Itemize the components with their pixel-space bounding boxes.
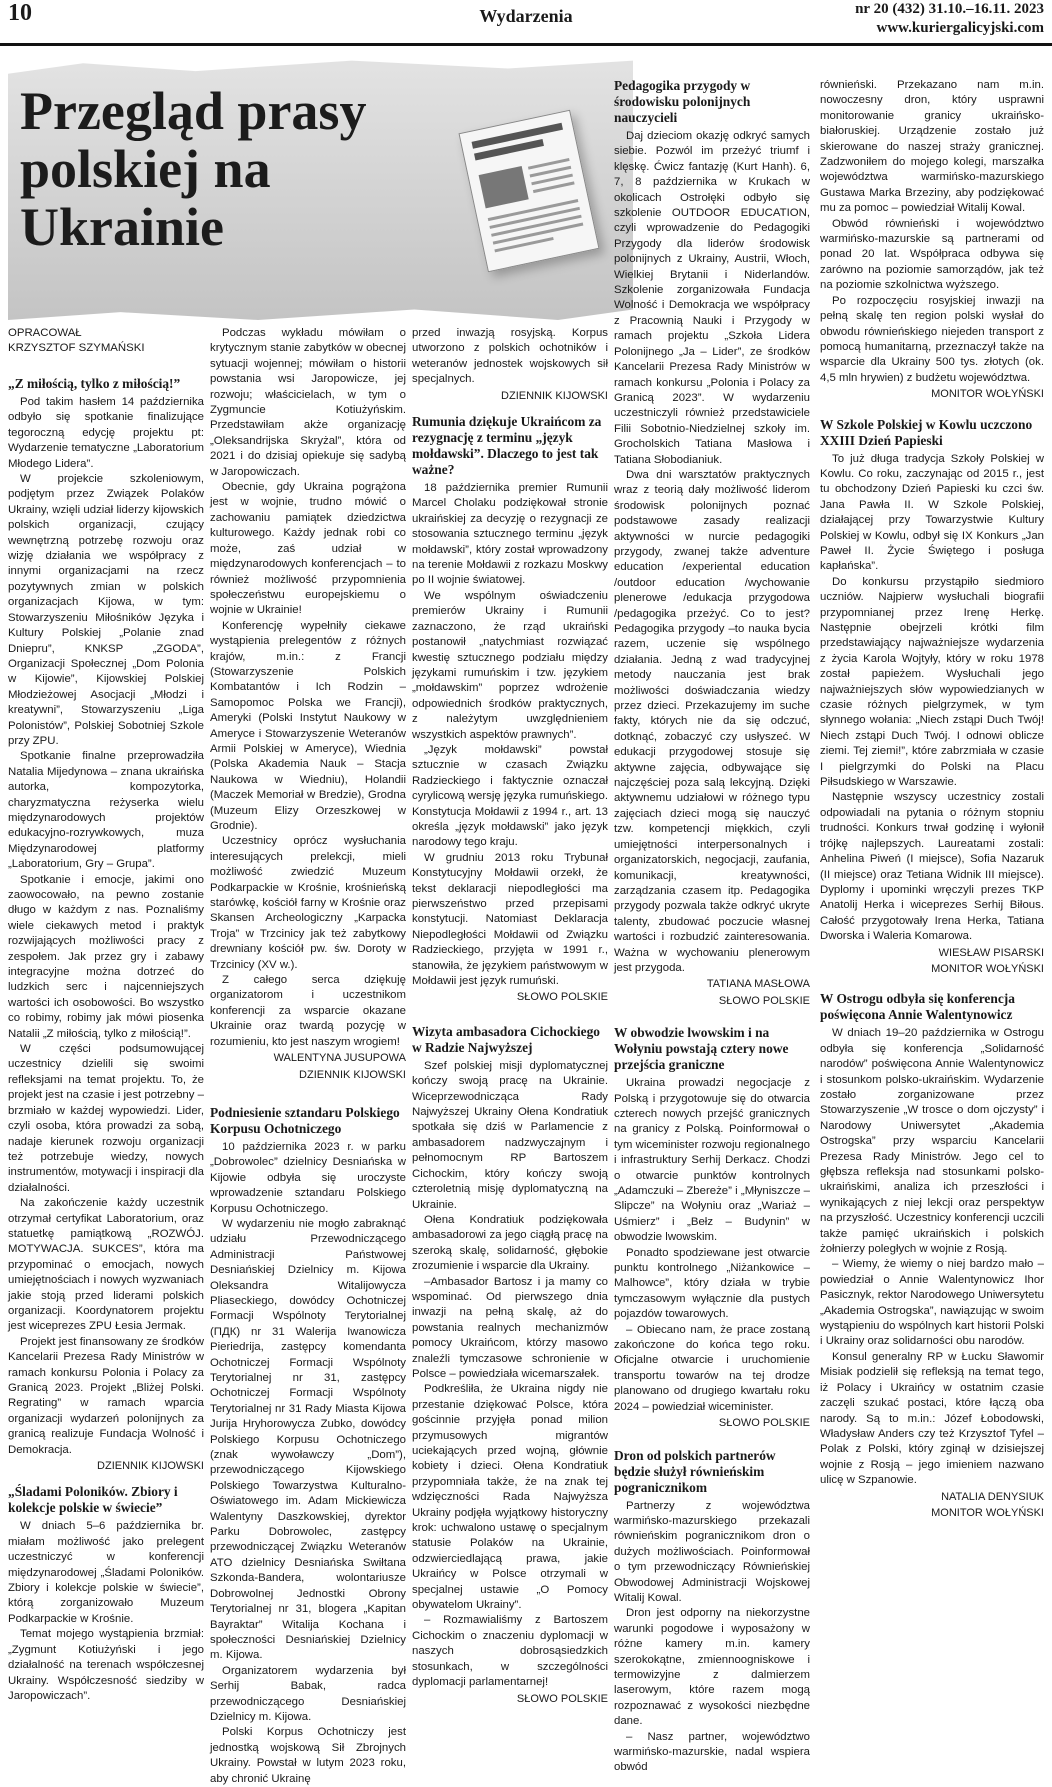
column-3	[412, 326, 608, 1707]
paragraph: równieński. Przekazano nam m.in. nowoczesny dron, który usprawni monitorowanie granicy ukraińsko-białoruskiej. Urządzenie zostało już skierowane do naszej straży granicznej. Zadzwoniłem do mojego kolegi, marszałka województwa warmińsko-mazurskiego Gustawa Marka Brzeziny, aby podziękować mu za pomoc – powiedział Witalij Kowal.	[820, 79, 1044, 215]
column-1	[8, 326, 204, 1704]
paragraph: Polski Korpus Ochotniczy jest jednostką wojskową Sił Zbrojnych Ukrainy. Powstał w lutym 2023 roku, aby chronić Ukrainę	[210, 1726, 406, 1785]
article-author: NATALIA DENYSIUK	[941, 1490, 1044, 1503]
article-author: WALENTYNA JUSUPOWA	[273, 1052, 406, 1065]
paragraph: „Język mołdawski” powstał sztucznie w czasach Związku Radzieckiego i faktycznie oznaczał cyrylicową wersję języka rumuńskiego. Konstytucja Mołdawii z 1994 r., art. 13 określa „język mołdawski” jako język narodowy tego kraju.	[412, 743, 608, 849]
paragraph: Daj dzieciom okazję odkryć samych siebie. Pozwól im przeżyć triumf i klęskę. Ćwicz fantazję (Kurt Hanh). 6, 7, 8 października w Krukach w okolicach Ostrołęki odbyło się szkolenie OUTDOOR EDUCATION, czyli wprowadzenie do Pedagogiki Przygody dla liderów środowisk polonijnych z Ukrainy, Austrii, Włoch, Wielkiej Brytanii i Niderlandów. Szkolenie zorganizowała Fundacja Wolność i Demokracja we współpracy z Pracownią Nauki i Przygody w ramach projektu „Szkoła Lidera Polonijnego „Ja – Lider”, ze środków Kancelarii Prezesa Rady Ministrów w ramach konkursu „Polonia i Polacy za Granicą 2023”. W wydarzeniu uczestniczyli również przedstawiciele Filii Sobotnio-Niedzielnej szkoły im. Grocholskich Tatiana Masłowa i Tatiana Słobodianiuk.	[614, 130, 810, 466]
column-4	[614, 78, 810, 1776]
paragraph: W dniach 19–20 października w Ostrogu odbyła się konferencja „Solidarność narodów” poświęcona Annie Walentynowicz i stosunkom polsko-ukraińskim. Wydarzenie zostało zorganizowane przez Stowarzyszenie „W trosce o dom ojczysty” i Narodowy Uniwersytet „Akademia Ostrogska” przy wsparciu Kancelarii Prezesa Rady Ministrów. Jego cel to głębsza refleksja nad stosunkami polsko-ukraińskimi, analiza ich przeszłości i wynikających z niej lekcji oraz perspektyw na przyszłość. Uczestnicy konferencji uczcili także pamięć ukraińskich i polskich żołnierzy poległych w wojnie z Rosją.	[820, 1027, 1044, 1256]
paragraph: Ponadto spodziewane jest otwarcie punktu kontrolnego „Niżankowice – Malhowce”, który działa w trybie tymczasowym wyłącznie dla pustych pojazdów towarowych.	[614, 1246, 810, 1321]
paragraph: Projekt jest finansowany ze środków Kancelarii Prezesa Rady Ministrów w ramach konkursu Polonia i Polacy za Granicą 2023. Projekt „Bliżej Polski. Regrating” w ramach wparcia organizacji wydarzeń polonijnych za granicą realizuje Fundacja Wolność i Demokracja.	[8, 1335, 204, 1456]
paragraph: W części podsumowującej uczestnicy dzielili się swoimi refleksjami na temat projektu. To, że projekt jest na czasie i jest potrzebny – brzmiało w każdej wypowiedzi. Lider, czyli osoba, która prowadzi za sobą, nadaje kierunek rozwoju organizacji też potrzebuje wiedzy, nowych instrumentów, motywacji i inspiracji dla działalności.	[8, 1043, 204, 1194]
paragraph: 10 października 2023 r. w parku „Dobrowolec” dzielnicy Desniańska w Kijowie odbyła się uroczyste wprowadzenie sztandaru Polskiego Korpusu Ochotniczego.	[210, 1140, 406, 1215]
paragraph: Podkreśliła, że Ukraina nigdy nie przestanie dziękować Polsce, która gościnnie przyjęła ponad milion przymusowych migrantów uciekających przed wojną, głównie kobiety i dzieci. Ołena Kondratiuk przypomniała także, że na znak tej wdzięczności Rada Najwyższa Ukrainy podjęła wyjątkowy historyczny krok: uchwalono ustawę o specjalnym statusie Polaków na Ukrainie, odzwierciedlającą prawa, jakie Ukraińcy w Polsce otrzymali w specjalnej ustawie „O Pomocy obywatelom Ukrainy”.	[412, 1383, 608, 1612]
byline-name: KRZYSZTOF SZYMAŃSKI	[8, 342, 145, 354]
article-headline: Pedagogika przygody w środowisku polonijnych nauczycieli	[614, 78, 751, 125]
paragraph: Szef polskiej misji dyplomatycznej kończy swoją pracę na Ukrainie. Wiceprzewodnicząca Rady Najwyższej Ukrainy Ołena Kondratiuk spotkała się dziś w Parlamencie z ambasadorem nadzwyczajnym i pełnomocnym RP Bartoszem Cichockim, który kończy swoją czteroletnią misję dyplomatyczną na Ukrainie.	[412, 1059, 608, 1211]
column-2	[210, 326, 406, 1787]
article-source: SŁOWO POLSKIE	[718, 994, 810, 1007]
paragraph: W projekcie szkoleniowym, podjętym przez Związek Polaków Ukrainy, wzięli udział liderzy kijowskich polskich organizacji, czujący wewnętrzną potrzebę rozwoju oraz wizję działania we współpracy z innymi organizacjami na rzecz pozytywnych zmian w polskich organizacjach Kijowa, w tym: Stowarzyszeniu Miłośników Języka i Kultury Polskiej „Polanie znad Dniepru”, KNKSP „ZGODA”, Organizacji Społecznej „Dom Polonia w Kijowie”, Kijowskiej Polskiej Młodzieżowej Asocjacji „Młodzi i kreatywni”, Stowarzyszeniu „Liga Polonistów”, Polskiej Sobotniej Szkole przy ZPU.	[8, 473, 204, 747]
paragraph: Partnerzy z województwa warmińsko-mazurskiego przekazali równieńskim pogranicznikom dron o dużych możliwościach. Poinformował o tym przewodniczący Równieńskiej Obwodowej Administracji Wojskowej Witalij Kowal.	[614, 1499, 810, 1604]
article-author: TATIANA MASŁOWA	[706, 978, 810, 991]
article-author: WIESŁAW PISARSKI	[938, 946, 1044, 959]
paragraph: To już długa tradycja Szkoły Polskiej w Kowlu. Co roku, zaczynając od 2015 r., jest tu obchodzony Dzień Papieski ku czci św. Jana Pawła II. W Szkole Polskiej, działającej przy Towarzystwie Kultury Polskiej w Kowlu, odbył się IX Konkurs „Jan Paweł II. Życie Świętego i posługa kapłańska”.	[820, 452, 1044, 573]
paragraph: Obecnie, gdy Ukraina pogrążona jest w wojnie, trudno mówić o zachowaniu pamiątek dziedzictwa kulturowego. Każdy jednak robi co może, zaś udział w międzynarodowych konferencjach – to również możliwość przypomnienia społeczeństwu europejskiemu o wojnie w Ukrainie!	[210, 481, 406, 617]
byline-label: OPRACOWAŁ	[8, 327, 82, 339]
paragraph: Po rozpoczęciu rosyjskiej inwazji na pełną skalę ten region polski wysłał do obwodu równieńskiego niejeden transport z pomocą humanitarną, przeznaczył także na wsparcie dla Ukrainy 500 tys. złotych (ok. 4,5 mln hrywien) z budżetu województwa.	[820, 294, 1044, 384]
paragraph: Spotkanie finalne przeprowadziła Natalia Mijedynowa – znana ukraińska autorka, kompozytorka, charyzmatyczna reżyserka wielu międzynarodowych projektów edukacyjno-rozrywkowych, muza Międzynarodowej platformy „Laboratorium, Gry – Grupa”.	[8, 750, 204, 871]
paragraph: – Rozmawialiśmy z Bartoszem Cichockim o znaczeniu dyplomacji w naszych dobrosąsiedzkich stosunkach, w szczególności dyplomacji parlamentarnej!	[412, 1614, 608, 1689]
paragraph: Konferencję wypełniły ciekawe wystąpienia prelegentów z różnych krajów, m.in.: z Francji (Stowarzyszenie Polskich Kombatantów i Ich Rodzin – Samopomoc Polska we Francji), Ameryki (Polski Instytut Naukowy w Ameryce i Stowarzyszenie Weteranów Armii Polskiej w Ameryce), Wiednia (Polska Akademia Nauk – Stacja Naukowa w Wiedniu), Holandii (Maczek Memoriał w Bredzie), Grodna (Muzeum Elizy Orzeszkowej w Grodnie).	[210, 619, 406, 832]
section-title: Wydarzenia	[479, 6, 573, 26]
article-source: MONITOR WOŁYŃSKI	[931, 388, 1044, 401]
article-source: SŁOWO POLSKIE	[516, 1692, 608, 1705]
article-headline: Rumunia dziękuje Ukraińcom za rezygnację z terminu „język mołdawski”. Dlaczego to jest tak ważne?	[412, 414, 602, 478]
paragraph: W grudniu 2013 roku Trybunał Konstytucyjny Mołdawii orzekł, że tekst deklaracji niepodległości ma pierwszeństwo przed przepisami konstytucji. Natomiast Deklaracja Niepodległości Mołdawii od Związku Radzieckiego, przyjęta w 1991 r., stanowiła, że językiem państwowym w Mołdawii jest język rumuński.	[412, 851, 608, 988]
paragraph: Dron jest odporny na niekorzystne warunki pogodowe i wyposażony w różne kamery m.in. kamery szerokokątne, zmiennoogniskowe i termowizyjne z dalmierzem laserowym, które razem mogą rozpoznawać z wysokości niezbędne dane.	[614, 1607, 810, 1728]
paragraph: Uczestnicy oprócz wysłuchania interesujących prelekcji, mieli możliwość zwiedzić Muzeum Podkarpackie w Krośnie, krośnieńską starówkę, kościół farny w Krośnie oraz Skansen Archeologiczny „Karpacka Troja” w Trzcinicy jak też zabytkowy drewniany kościół pw. św. Doroty w Trzcinicy (XV w.).	[210, 835, 406, 971]
article-headline: W obwodzie lwowskim i na Wołyniu powstają cztery nowe przejścia graniczne	[614, 1025, 789, 1073]
paragraph: – Wiemy, że wiemy o niej bardzo mało – powiedział o Annie Walentynowicz Ihor Pasicznyk, rektor Narodowego Uniwersytetu „Akademia Ostrogska”, nawiązując w swoim wystąpieniu do wspólnych kart historii Polski i Ukrainy oraz solidarności obu narodów.	[820, 1258, 1044, 1348]
column-5	[820, 78, 1044, 1521]
website-link[interactable]: www.kuriergalicyjski.com	[876, 20, 1044, 36]
newspaper-photo-block	[479, 166, 529, 208]
paragraph: Konsul generalny RP w Łucku Sławomir Misiak podzielił się refleksją na temat tego, iż Polacy i Ukraińcy w ostatnim czasie zaczęli szukać postaci, które łączą oba narody. Są to m.in.: Józef Łobodowski, Władysław Anders czy też Krzysztof Tyfel – Polak z Polski, który zginął w dzisiejszej wojnie z Rosją – jego imieniem nazwano ulicę w Szpanowie.	[820, 1350, 1044, 1487]
paragraph: –Ambasador Bartosz i ja mamy co wspominać. Od pierwszego dnia inwazji na pełną skalę, aż do powstania realnych mechanizmów pomocy Ukraińcom, którzy masowo znaleźli tymczasowe schronienie w Polsce – powiedziała wicemarszałek.	[412, 1275, 608, 1380]
paragraph: Podczas wykładu mówiłam o krytycznym stanie zabytków w obecnej sytuacji wojennej; mówiłam o historii powstania wsi Jaropowicze, jej rozwoju; właścicielach, w tym o Zygmuncie Kotiużyńskim. Przedstawiłam akże organizację „Oleksandrijska Skryżal”, która od 2021 i do dzisiaj opiekuje się sadybą w Jaropowiczach.	[210, 327, 406, 478]
paragraph: Spotkanie i emocje, jakimi ono zaowocowało, na pewno zostanie długo w każdym z nas. Poznaliśmy wiele ciekawych metod i praktyk rozwijających możliwości pracy z zespołem. Jak przez gry i zabawy integracyjne można dotrzeć do ludzkich serc i najcenniejszych wartości ich osobowości. Bo wszystko co robimy, robimy jak mówi piosenka Natalii „Z miłością, tylko z miłością!”.	[8, 873, 204, 1040]
paragraph: W dniach 5–6 października br. miałam możliwość jako prelegent uczestniczyć w konferencji międzynarodowej „Śladami Poloników. Zbiory i kolekcje polskie w świecie”, którą zorganizowało Muzeum Podkarpackie w Krośnie.	[8, 1520, 204, 1625]
paragraph: We wspólnym oświadczeniu premierów Ukrainy i Rumunii zaznaczono, że rząd ukraiński postanowił „natychmiast rozwiązać kwestię sztucznego podziału między językami rumuńskim i tzw. językiem „mołdawskim” poprzez wdrożenie odpowiednich środków praktycznych, z należytym uwzględnieniem wszystkich aspektów prawnych”.	[412, 589, 608, 741]
article-headline: Podniesienie sztandaru Polskiego Korpusu Ochotniczego	[210, 1104, 400, 1136]
paragraph: Organizatorem wydarzenia był Serhij Babak, radca przewodniczącego Desniańskiej Dzielnicy m. Kijowa.	[210, 1664, 406, 1723]
article-headline: Wizyta ambasadora Cichockiego w Radzie Najwyższej	[412, 1023, 600, 1055]
article-source: MONITOR WOŁYŃSKI	[931, 1506, 1044, 1519]
paragraph: Dwa dni warsztatów praktycznych wraz z teorią dały możliwość liderom środowisk polonijnych poznać podstawowe zasady realizacji aktywności w nurcie pedagogiki przygody, zwanej także adventure education /experiental education /outdoor education /wychowanie plenerowe /edukacja przygodowa /pedagogika przeżyć. Co to jest? Pedagogika przygody –to nauka bycia razem, uczenie się wspólnego działania. Jedną z wad tradycyjnej metody nauczania jest brak możliwości doświadczania wiedzy przez dzieci. Przekazujemy im suche fakty, których nie da się odczuć, dotknąć, zobaczyć czy usłyszeć. W edukacji przygodowej stosuje się aktywne zajęcia, odbywające się najczęściej poza salą lekcyjną. Dzięki aktywnemu udziałowi w różnego typu zajęciach dzieci mogą się nauczyć tzw. kompetencji miękkich, czyli umiejętności interpersonalnych i organizatorskich, negocjacji, zaufania, komunikacji, kreatywności, zarządzania czasem itp. Pedagogika przygody pozwala także odkryć ukryte talenty, zbudować poczucie własnej wartości i rozbudzić zainteresowania. Ważna w wychowaniu plenerowym jest przygoda.	[614, 468, 810, 974]
issue-number: nr 20 (432) 31.10.–16.11. 2023	[855, 1, 1044, 17]
paragraph: Następnie wszyscy uczestnicy zostali odpowiadali na pytania o różnym stopniu trudności. Konkurs trwał godzinę i wyłonił trójkę najlepszych. Laureatami zostali: Anhelina Piweń (I miejsce), Sofia Nazaruk (II miejsce) oraz Tetiana Widnik III miejsce). Dyplomy i upominki wręczyli prezes TKP Anatolij Herka i wiceprezes Serhij Biłous. Całość przygotowały Irena Herka, Tatiana Dworska i Waleria Komarowa.	[820, 791, 1044, 943]
masthead-title: Przegląd prasy polskiej na Ukrainie	[20, 81, 367, 257]
article-source: DZIENNIK KIJOWSKI	[97, 1460, 204, 1473]
header-rule	[0, 43, 1052, 46]
article-source: MONITOR WOŁYŃSKI	[931, 962, 1044, 975]
paragraph: Do konkursu przystąpiło siedmioro uczniów. Najpierw wysłuchali biografii przypomnianej przez Irenę Herkę. Następnie obejrzeli krótki film przedstawiający najważniejsze wydarzenia z życia Karola Wojtyły, który w roku 1978 został papieżem. Wysłuchali jego najważniejszych słów wypowiedzianych w czasie różnych pielgrzymek, w tym słynnego wołania: „Niech zstąpi Duch Twój! Niech zstąpi Duch Twój. I odnowi oblicze ziemi. Tej ziemi!”, które zabrzmiała w czasie I pielgrzymki do Polski na Placu Piłsudskiego w Warszawie.	[820, 575, 1044, 789]
article-source: SŁOWO POLSKIE	[516, 991, 608, 1004]
paragraph: przed inwazją rosyjską. Korpus utworzono z polskich ochotników i weteranów jednostek wojskowych sił specjalnych.	[412, 327, 608, 386]
paragraph: 18 października premier Rumunii Marcel Cholaku podziękował stronie ukraińskiej za decyzję o rezygnacji ze stosowania sztucznego terminu „język mołdawski”, który został wprowadzony na terenie Mołdawii z rozkazu Moskwy po II wojnie światowej.	[412, 482, 608, 587]
article-headline: „Z miłością, tylko z miłością!”	[8, 376, 181, 391]
paragraph: Temat mojego wystąpienia brzmiał: „Zygmunt Kotiużyński i jego działalność na terenach współczesnej Ukrainy. Współczesność siedziby w Jaropowiczach”.	[8, 1628, 204, 1702]
paragraph: Pod takim hasłem 14 października odbyło się spotkanie finalizujące tegoroczną edycję projektu pt: Wydarzenie tematyczne „Laboratorium Młodego Lidera”.	[8, 396, 204, 470]
page-header	[0, 0, 1052, 46]
page-number: 10	[8, 0, 32, 26]
article-headline: W Ostrogu odbyła się konferencja poświęcona Annie Walentynowicz	[820, 991, 1015, 1023]
article-headline: „Śladami Poloników. Zbiory i kolekcje polskie w świecie”	[8, 1484, 178, 1516]
paragraph: Ołena Kondratiuk podziękowała ambasadorowi za jego ciągłą pracę na szeroką skalę, solidarność, głębokie zrozumienie i wsparcie dla Ukrainy.	[412, 1213, 608, 1273]
issue-info	[855, 0, 1044, 38]
article-source: DZIENNIK KIJOWSKI	[299, 1068, 406, 1081]
article-headline: W Szkole Polskiej w Kowlu uczczono XXIII Dzień Papieski	[820, 416, 1033, 448]
article-headline: Dron od polskich partnerów będzie służył równieńskim pogranicznikom	[614, 1447, 776, 1495]
article-source: SŁOWO POLSKIE	[718, 1417, 810, 1430]
paragraph: – Nasz partner, województwo warmińsko-mazurskie, nadal wspiera obwód	[614, 1730, 810, 1774]
paragraph: Na zakończenie każdy uczestnik otrzymał certyfikat Laboratorium, oraz statuetkę pamiątkową „ROZWÓJ. MOTYWACJA. SUKCES”, która ma przypominać o emocjach, nowych umiejętnościach i nowych wyzwaniach jakie stoją przed liderami polskich organizacji. Koordynatorem projektu jest wiceprezes ZPU Łesia Jermak.	[8, 1197, 204, 1333]
paragraph: Obwód równieński i województwo warmińsko-mazurskie są partnerami od ponad 20 lat. Współpraca odbywa się zarówno na poziomie samorządów, jak też na poziomie szkolnictwa wyższego.	[820, 217, 1044, 292]
spacer	[8, 356, 204, 366]
paragraph: – Obiecano nam, że prace zostaną zakończone do końca tego roku. Oficjalne otwarcie i uruchomienie transportu towarów na tej drodze planowano od drugiego kwartału roku 2024 – powiedział wiceminister.	[614, 1323, 810, 1413]
paragraph: Ukraina prowadzi negocjacje z Polską i przygotowuje się do otwarcia czterech nowych przejść granicznych na granicy z Polską. Poinformował o tym wiceminister rozwoju regionalnego i infrastruktury Serhij Derkacz. Chodzi o otwarcie punktów kontrolnych „Adamczuki – Zbereże” i „Młyniszcze – Slipcze” na Wołyniu oraz „Wariaż – Uśmierz” i „Bełz – Budynin” w obwodzie lwowskim.	[614, 1077, 810, 1244]
paragraph: Z całego serca dziękuję organizatorom i uczestnikom konferencji za wsparcie okazane Ukrainie oraz twardą pozycję w rozumieniu, kto jest naszym wrogiem!	[210, 974, 406, 1048]
article-source: DZIENNIK KIJOWSKI	[501, 389, 608, 402]
paragraph: W wydarzeniu nie mogło zabraknąć udziału Przewodniczącego Administracji Państwowej Desniańskiej Dzielnicy m. Kijowa Oleksandra Witalijowycza Pliaseckiego, dowódcy Ochotniczej Formacji Wspólnoty Terytorialnej (ПДК) nr 31 Walerija Iwanowicza Pieriedrija, zastępcy komendanta Ochotniczej Formacji Wspólnoty Terytorialnej nr 31, zastępcy Ochotniczej Formacji Wspólnoty Terytorialnej nr 31 Rady Miasta Kijowa Jurija Hryhorowycza Zubko, dowódcy Polskiego Korpusu Ochotniczego (znak wywoławczy „Dom”), przewodniczącego Kijowskiego Polskiego Towarzystwa Kulturalno-Oświatowego im. Adam Mickiewicza Walentyny Daszkowskiej, dyrektor Parku Dobrowolec, zastępcy przewodniczącej Związku Weteranów ATO dzielnicy Desniańska Swiłtana Szkonda-Bandera, wolontariusze Dobrowolnej Jednostki Obrony Terytorialnej nr 31, blogera „Kapitan Bayraktar” Witalija Kochana i społeczności Desniańskiej Dzielnicy m. Kijowa.	[210, 1217, 406, 1662]
